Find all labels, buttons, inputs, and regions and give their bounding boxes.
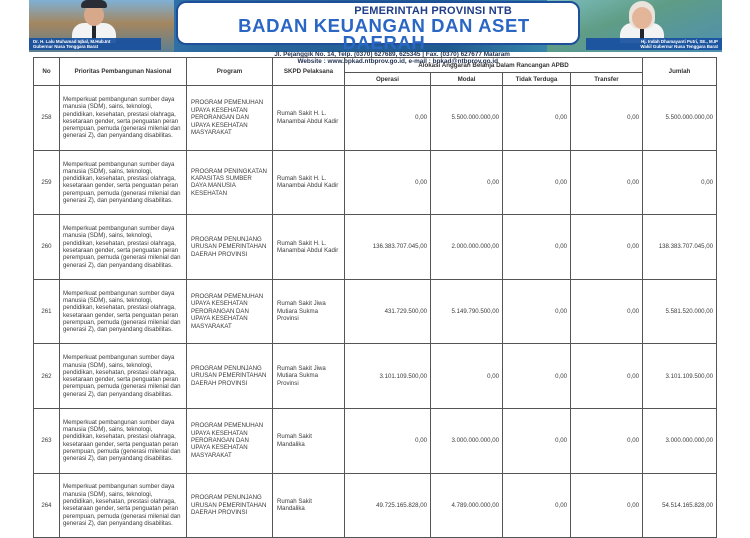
cell-transfer: 0,00 [571,473,643,538]
cell-skpd: Rumah Sakit Jiwa Mutiara Sukma Provinsi [273,279,345,344]
budget-allocation-table [33,57,717,538]
cell-prioritas: Memperkuat pembangunan sumber daya manusia (SDM), sains, teknologi, pendidikan, kesehatan, prestasi olahraga, kesetaraan gender, serta penguatan peran perempuan, pemuda (generasi milenial dan generasi Z), dan penyandang disabilitas. [60,408,187,473]
table-row [34,408,717,473]
cell-skpd: Rumah Sakit H. L. Manambai Abdul Kadir [273,215,345,280]
cell-tidak-terduga: 0,00 [503,86,571,151]
cell-operasi: 49.725.165.828,00 [345,473,431,538]
cell-jumlah: 3.101.109.500,00 [643,344,717,409]
cell-no: 259 [34,150,60,215]
cell-prioritas: Memperkuat pembangunan sumber daya manusia (SDM), sains, teknologi, pendidikan, kesehatan, prestasi olahraga, kesetaraan gender, serta penguatan peran perempuan, pemuda (generasi milenial dan generasi Z), dan penyandang disabilitas. [60,473,187,538]
cell-no: 258 [34,86,60,151]
vice-governor-portrait [617,0,667,42]
agency-website: Website : www.bpkad.ntbprov.go.id, e-mail : bpkad@ntbprov.go.id [297,58,498,65]
table-row [34,344,717,409]
cell-modal: 0,00 [431,150,503,215]
cell-program: PROGRAM PEMENUHAN UPAYA KESEHATAN PERORANGAN DAN UPAYA KESEHATAN MASYARAKAT [187,86,273,151]
cell-tidak-terduga: 0,00 [503,408,571,473]
cell-program: PROGRAM PENUNJANG URUSAN PEMERINTAHAN DAERAH PROVINSI [187,473,273,538]
cell-prioritas: Memperkuat pembangunan sumber daya manusia (SDM), sains, teknologi, pendidikan, kesehatan, prestasi olahraga, kesetaraan gender, serta penguatan peran perempuan, pemuda (generasi milenial dan generasi Z), dan penyandang disabilitas. [60,279,187,344]
governor-portrait [69,0,119,42]
cell-operasi: 0,00 [345,150,431,215]
header-no: No [34,58,60,86]
cell-operasi: 431.729.500,00 [345,279,431,344]
agency-title: BADAN KEUANGAN DAN ASET DAERAH [238,15,530,53]
cell-tidak-terduga: 0,00 [503,279,571,344]
cell-modal: 2.000.000.000,00 [431,215,503,280]
header-skpd: SKPD Pelaksana [273,58,345,86]
cell-tidak-terduga: 0,00 [503,150,571,215]
header-operasi: Operasi [345,73,431,86]
cell-operasi: 136.383.707.045,00 [345,215,431,280]
cell-no: 263 [34,408,60,473]
cell-modal: 4.789.000.000,00 [431,473,503,538]
header-tidak-terduga: Tidak Terduga [503,73,571,86]
header-transfer: Transfer [571,73,643,86]
cell-tidak-terduga: 0,00 [503,215,571,280]
cell-tidak-terduga: 0,00 [503,344,571,409]
cell-no: 264 [34,473,60,538]
table-row [34,473,717,538]
governor-position: Gubernur Nusa Tenggara Barat [33,44,99,49]
cell-program: PROGRAM PENUNJANG URUSAN PEMERINTAHAN DAERAH PROVINSI [187,215,273,280]
header-prioritas: Prioritas Pembangunan Nasional [60,58,187,86]
cell-no: 260 [34,215,60,280]
table-row [34,215,717,280]
agency-address: Jl. Pejanggik No. 14, Telp. (0370) 627689, 625345 | Fax. (0370) 627677 Mataram [274,51,510,58]
cell-modal: 3.000.000.000,00 [431,408,503,473]
vice-governor-name: Hj. Indah Dhamayanti Putri, SE., M.IP [641,39,718,44]
cell-skpd: Rumah Sakit Jiwa Mutiara Sukma Provinsi [273,344,345,409]
table-row [34,150,717,215]
cell-jumlah: 5.581.520.000,00 [643,279,717,344]
cell-transfer: 0,00 [571,408,643,473]
cell-jumlah: 0,00 [643,150,717,215]
cell-modal: 5.149.790.500,00 [431,279,503,344]
cell-modal: 0,00 [431,344,503,409]
cell-transfer: 0,00 [571,344,643,409]
cell-program: PROGRAM PENUNJANG URUSAN PEMERINTAHAN DAERAH PROVINSI [187,344,273,409]
cell-transfer: 0,00 [571,215,643,280]
cell-skpd: Rumah Sakit H. L. Manambai Abdul Kadir [273,86,345,151]
header-jumlah: Jumlah [643,58,717,86]
cell-operasi: 0,00 [345,86,431,151]
cell-transfer: 0,00 [571,279,643,344]
vice-governor-position: Wakil Gubernur Nusa Tenggara Barat [640,44,718,49]
header-program: Program [187,58,273,86]
cell-modal: 5.500.000.000,00 [431,86,503,151]
cell-transfer: 0,00 [571,86,643,151]
cell-no: 261 [34,279,60,344]
cell-jumlah: 3.000.000.000,00 [643,408,717,473]
cell-tidak-terduga: 0,00 [503,473,571,538]
cell-skpd: Rumah Sakit Mandalika [273,408,345,473]
province-title: PEMERINTAH PROVINSI NTB [354,5,512,17]
cell-program: PROGRAM PEMENUHAN UPAYA KESEHATAN PERORANGAN DAN UPAYA KESEHATAN MASYARAKAT [187,279,273,344]
cell-operasi: 0,00 [345,408,431,473]
cell-jumlah: 54.514.165.828,00 [643,473,717,538]
vice-governor-caption [586,38,722,50]
cell-jumlah: 5.500.000.000,00 [643,86,717,151]
header-modal: Modal [431,73,503,86]
cell-skpd: Rumah Sakit H. L. Manambai Abdul Kadir [273,150,345,215]
cell-skpd: Rumah Sakit Mandalika [273,473,345,538]
cell-operasi: 3.101.109.500,00 [345,344,431,409]
governor-name: Dr. H. Lalu Muhamad Iqbal, M.Hub.Int [33,39,111,44]
cell-prioritas: Memperkuat pembangunan sumber daya manusia (SDM), sains, teknologi, pendidikan, kesehatan, prestasi olahraga, kesetaraan gender, serta penguatan peran perempuan, pemuda (generasi milenial dan generasi Z), dan penyandang disabilitas. [60,150,187,215]
cell-prioritas: Memperkuat pembangunan sumber daya manusia (SDM), sains, teknologi, pendidikan, kesehatan, prestasi olahraga, kesetaraan gender, serta penguatan peran perempuan, pemuda (generasi milenial dan generasi Z), dan penyandang disabilitas. [60,215,187,280]
cell-prioritas: Memperkuat pembangunan sumber daya manusia (SDM), sains, teknologi, pendidikan, kesehatan, prestasi olahraga, kesetaraan gender, serta penguatan peran perempuan, pemuda (generasi milenial dan generasi Z), dan penyandang disabilitas. [60,86,187,151]
cell-jumlah: 138.383.707.045,00 [643,215,717,280]
table-row [34,86,717,151]
cell-program: PROGRAM PENINGKATAN KAPASITAS SUMBER DAYA MANUSIA KESEHATAN [187,150,273,215]
cell-no: 262 [34,344,60,409]
table-row [34,279,717,344]
cell-prioritas: Memperkuat pembangunan sumber daya manusia (SDM), sains, teknologi, pendidikan, kesehatan, prestasi olahraga, kesetaraan gender, serta penguatan peran perempuan, pemuda (generasi milenial dan generasi Z), dan penyandang disabilitas. [60,344,187,409]
governor-caption [29,38,161,50]
cell-transfer: 0,00 [571,150,643,215]
header-alokasi-group: Alokasi Anggaran Belanja Dalam Rancangan APBD [345,58,643,73]
cell-program: PROGRAM PEMENUHAN UPAYA KESEHATAN PERORANGAN DAN UPAYA KESEHATAN MASYARAKAT [187,408,273,473]
